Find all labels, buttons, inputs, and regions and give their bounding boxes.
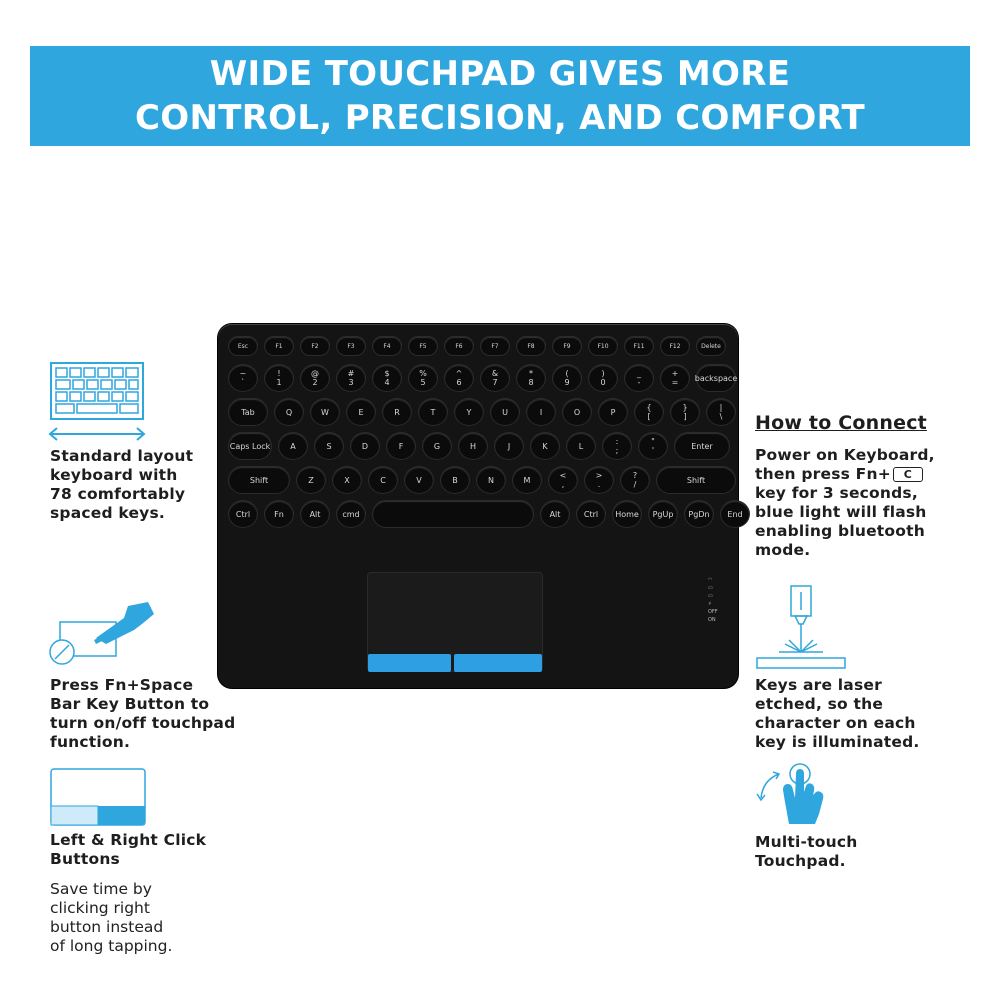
key-label: Caps Lock — [229, 441, 271, 451]
keyboard-key — [684, 500, 714, 528]
key-label: 4 — [384, 378, 390, 387]
c-key-label: C — [903, 468, 913, 481]
key-label: F7 — [491, 342, 499, 350]
keyboard-key — [408, 364, 438, 392]
click-buttons-feature-text — [50, 831, 206, 869]
feature-line: Bar Key Button to — [50, 695, 210, 713]
key-label: = — [671, 378, 679, 387]
touchpad-buttons-icon — [50, 768, 146, 826]
key-label: 2 — [312, 378, 318, 387]
key-label: [ — [647, 412, 651, 421]
feature-line: Power on Keyboard, — [755, 446, 935, 464]
key-label: L — [578, 441, 584, 451]
keyboard-key — [706, 398, 736, 426]
keyboard-key — [274, 398, 304, 426]
key-label: B — [452, 475, 458, 485]
touchpad-left-button — [368, 654, 451, 672]
keyboard-key — [490, 398, 520, 426]
tap-hand-icon — [48, 600, 156, 666]
keyboard-key — [264, 364, 294, 392]
keyboard-image — [218, 324, 743, 688]
keyboard-key — [696, 336, 726, 356]
keyboard-key — [588, 336, 618, 356]
title-banner — [30, 46, 970, 146]
key-label: F4 — [383, 342, 391, 350]
key-label: PgDn — [688, 509, 710, 519]
key-label: Ctrl — [235, 509, 251, 519]
key-label: Y — [466, 407, 472, 417]
key-label: W — [321, 407, 329, 417]
feature-line: enabling bluetooth — [755, 522, 925, 540]
keyboard-key — [720, 500, 750, 528]
key-label: F2 — [311, 342, 319, 350]
keyboard-key — [458, 432, 488, 460]
key-label: > — [595, 471, 603, 480]
keyboard-key — [300, 336, 330, 356]
key-label: Home — [615, 509, 639, 519]
key-label: | — [719, 403, 723, 412]
key-label: backspace — [694, 373, 738, 383]
key-label: 5 — [420, 378, 426, 387]
feature-line: clicking right — [50, 899, 150, 917]
keyboard-keys — [226, 332, 743, 574]
key-label: H — [469, 441, 476, 451]
keyboard-key — [368, 466, 398, 494]
keyboard-key — [386, 432, 416, 460]
keyboard-key — [314, 432, 344, 460]
feature-line-text: then press Fn+ — [755, 465, 891, 483]
keyboard-key — [350, 432, 380, 460]
keyboard-row — [228, 432, 730, 460]
key-label: ^ — [455, 369, 463, 378]
key-label: % — [419, 369, 427, 378]
key-label: ! — [277, 369, 281, 378]
key-label: & — [491, 369, 499, 378]
key-label: @ — [311, 369, 319, 378]
keyboard-key — [404, 466, 434, 494]
key-label: Fn — [274, 509, 284, 519]
key-label: P — [610, 407, 616, 417]
key-label: ~ — [239, 369, 247, 378]
key-label: _ — [637, 369, 641, 378]
key-label: K — [542, 441, 548, 451]
keyboard-key — [300, 364, 330, 392]
keyboard-key — [310, 398, 340, 426]
key-label: ? — [632, 471, 638, 480]
feature-line: character on each — [755, 714, 916, 732]
keyboard-key — [444, 336, 474, 356]
multitouch-feature-text — [755, 833, 857, 871]
key-label: , — [561, 480, 565, 489]
key-label: F6 — [455, 342, 463, 350]
feature-line: spaced keys. — [50, 504, 165, 522]
keyboard-key — [648, 500, 678, 528]
key-label: F3 — [347, 342, 355, 350]
feature-line: Left & Right Click — [50, 831, 207, 849]
keyboard-key — [332, 466, 362, 494]
keyboard-key — [516, 336, 546, 356]
key-label: Esc — [237, 342, 249, 350]
keyboard-key — [696, 364, 736, 392]
save-time-text — [50, 880, 172, 956]
keyboard-key — [408, 336, 438, 356]
feature-line: key is illuminated. — [755, 733, 920, 751]
key-label: < — [559, 471, 567, 480]
laser-feature-text — [755, 676, 919, 752]
keyboard-key — [444, 364, 474, 392]
feature-line: mode. — [755, 541, 811, 559]
keyboard-key — [228, 364, 258, 392]
keyboard-key — [228, 432, 272, 460]
touchpad-right-button — [454, 654, 542, 672]
indicator-caps-icon: ▭ — [708, 593, 713, 599]
keyboard-key — [602, 432, 632, 460]
key-label: A — [290, 441, 296, 451]
keyboard-key — [336, 364, 366, 392]
keyboard-key — [620, 466, 650, 494]
key-label: E — [358, 407, 364, 417]
key-label: I — [539, 407, 543, 417]
keyboard-key — [372, 364, 402, 392]
key-label: 7 — [492, 378, 498, 387]
indicator-wifi-icon: ◠ — [708, 577, 713, 583]
key-label: S — [326, 441, 332, 451]
status-indicators — [708, 576, 718, 624]
key-label: O — [573, 407, 581, 417]
key-label: + — [671, 369, 679, 378]
key-label: 6 — [456, 378, 462, 387]
keyboard-key — [566, 432, 596, 460]
multi-touch-hand-icon — [755, 762, 837, 826]
keyboard-key — [278, 432, 308, 460]
key-label: $ — [384, 369, 390, 378]
key-label: ] — [683, 412, 687, 421]
keyboard-key — [638, 432, 668, 460]
key-label: \ — [719, 412, 723, 421]
keyboard-key — [584, 466, 614, 494]
indicator-battery-icon: ▭ — [708, 585, 713, 591]
key-label: 1 — [276, 378, 282, 387]
key-label: Q — [285, 407, 293, 417]
key-label: J — [507, 441, 511, 451]
key-label: F1 — [275, 342, 283, 350]
key-label: F8 — [527, 342, 535, 350]
keyboard-key — [548, 466, 578, 494]
feature-line: Buttons — [50, 850, 120, 868]
banner-title-line-1: WIDE TOUCHPAD GIVES MORE — [209, 54, 791, 94]
key-label: ; — [615, 446, 619, 455]
connect-heading: How to Connect — [755, 412, 927, 434]
key-label: R — [394, 407, 400, 417]
laser-etch-icon — [755, 584, 847, 672]
keyboard-key — [660, 364, 690, 392]
key-label: PgUp — [652, 509, 674, 519]
keyboard-key — [516, 364, 546, 392]
feature-line: turn on/off touchpad — [50, 714, 236, 732]
keyboard-row — [228, 500, 750, 528]
key-label: U — [502, 407, 508, 417]
key-label: ) — [601, 369, 605, 378]
key-label: Ctrl — [583, 509, 599, 519]
key-label: D — [361, 441, 369, 451]
keyboard-key — [228, 466, 290, 494]
keyboard-key — [454, 398, 484, 426]
key-label: " — [651, 437, 655, 446]
feature-line: etched, so the — [755, 695, 884, 713]
key-label: / — [633, 480, 637, 489]
keyboard-key — [296, 466, 326, 494]
indicator-off-label: OFF — [708, 609, 718, 615]
key-label: F9 — [563, 342, 571, 350]
keyboard-key — [494, 432, 524, 460]
key-label: M — [523, 475, 531, 485]
key-label: C — [380, 475, 386, 485]
keyboard-key — [612, 500, 642, 528]
keyboard-key — [336, 336, 366, 356]
keyboard-key — [480, 336, 510, 356]
keyboard-key — [588, 364, 618, 392]
feature-line: Multi-touch — [755, 833, 858, 851]
key-label: Z — [308, 475, 314, 485]
key-label: { — [646, 403, 652, 412]
key-label: - — [637, 378, 641, 387]
key-label: * — [529, 369, 533, 378]
feature-line — [755, 465, 935, 484]
key-label: N — [488, 475, 494, 485]
keyboard-row — [228, 364, 736, 392]
key-label: X — [344, 475, 350, 485]
keyboard-key — [418, 398, 448, 426]
key-label: : — [615, 437, 619, 446]
keyboard-row — [228, 466, 736, 494]
keyboard-key — [576, 500, 606, 528]
key-label: F11 — [633, 342, 645, 350]
key-label: F12 — [669, 342, 681, 350]
key-label: T — [430, 407, 436, 417]
keyboard-key — [512, 466, 542, 494]
key-label: V — [416, 475, 422, 485]
feature-line: Keys are laser — [755, 676, 882, 694]
key-label: G — [433, 441, 441, 451]
key-label: End — [727, 509, 743, 519]
connect-instructions — [755, 446, 935, 560]
keyboard-key — [476, 466, 506, 494]
feature-line: button instead — [50, 918, 164, 936]
keyboard-grid-icon — [48, 362, 148, 444]
feature-line: of long tapping. — [50, 937, 173, 955]
c-key-icon — [893, 467, 923, 482]
keyboard-key — [336, 500, 366, 528]
key-label: 0 — [600, 378, 606, 387]
keyboard-key — [264, 500, 294, 528]
feature-line: Press Fn+Space — [50, 676, 194, 694]
indicator-on-label: ON — [708, 617, 716, 623]
feature-line: key for 3 seconds, — [755, 484, 918, 502]
key-label: # — [347, 369, 355, 378]
keyboard-key — [228, 398, 268, 426]
keyboard-key — [382, 398, 412, 426]
feature-line: 78 comfortably — [50, 485, 186, 503]
keyboard-key — [598, 398, 628, 426]
key-label: Delete — [701, 342, 721, 350]
keyboard-key — [480, 364, 510, 392]
keyboard-key — [660, 336, 690, 356]
keyboard-key — [372, 336, 402, 356]
feature-line: Save time by — [50, 880, 152, 898]
keyboard-key — [670, 398, 700, 426]
keyboard-key — [300, 500, 330, 528]
keyboard-key — [624, 364, 654, 392]
keyboard-key — [228, 336, 258, 356]
feature-line: function. — [50, 733, 131, 751]
key-label: . — [597, 480, 601, 489]
keyboard-key — [552, 364, 582, 392]
keyboard-key — [422, 432, 452, 460]
key-label: F10 — [597, 342, 609, 350]
key-label: ' — [651, 446, 655, 455]
keyboard-key — [552, 336, 582, 356]
key-label: Tab — [241, 407, 255, 417]
key-label: ( — [565, 369, 569, 378]
key-label: Alt — [309, 509, 321, 519]
keyboard-key — [540, 500, 570, 528]
keyboard-row — [228, 398, 736, 426]
key-label: Alt — [549, 509, 561, 519]
keyboard-key — [656, 466, 736, 494]
key-label: 8 — [528, 378, 534, 387]
keyboard-key — [372, 500, 534, 528]
key-label: Shift — [249, 475, 269, 485]
touchpad-toggle-feature-text — [50, 676, 235, 752]
keyboard-key — [264, 336, 294, 356]
key-label: Shift — [686, 475, 706, 485]
banner-title-line-2: CONTROL, PRECISION, AND COMFORT — [135, 98, 865, 138]
key-label: F — [398, 441, 404, 451]
key-label: Enter — [691, 441, 713, 451]
key-label: ` — [241, 378, 245, 387]
key-label: cmd — [342, 509, 360, 519]
keyboard-key — [674, 432, 730, 460]
indicator-power-icon: ⚡ — [708, 601, 712, 607]
feature-line: Standard layout — [50, 447, 194, 465]
keyboard-key — [526, 398, 556, 426]
keyboard-key — [530, 432, 560, 460]
keyboard-key — [440, 466, 470, 494]
keyboard-key — [346, 398, 376, 426]
key-label: 3 — [348, 378, 354, 387]
feature-line: blue light will flash — [755, 503, 927, 521]
keyboard-key — [228, 500, 258, 528]
key-label: } — [682, 403, 688, 412]
keyboard-key — [624, 336, 654, 356]
feature-line: Touchpad. — [755, 852, 846, 870]
keyboard-key — [562, 398, 592, 426]
key-label: 9 — [564, 378, 570, 387]
keyboard-row — [228, 336, 726, 356]
keyboard-key — [634, 398, 664, 426]
key-label: F5 — [419, 342, 427, 350]
layout-feature-text — [50, 447, 193, 523]
feature-line: keyboard with — [50, 466, 178, 484]
